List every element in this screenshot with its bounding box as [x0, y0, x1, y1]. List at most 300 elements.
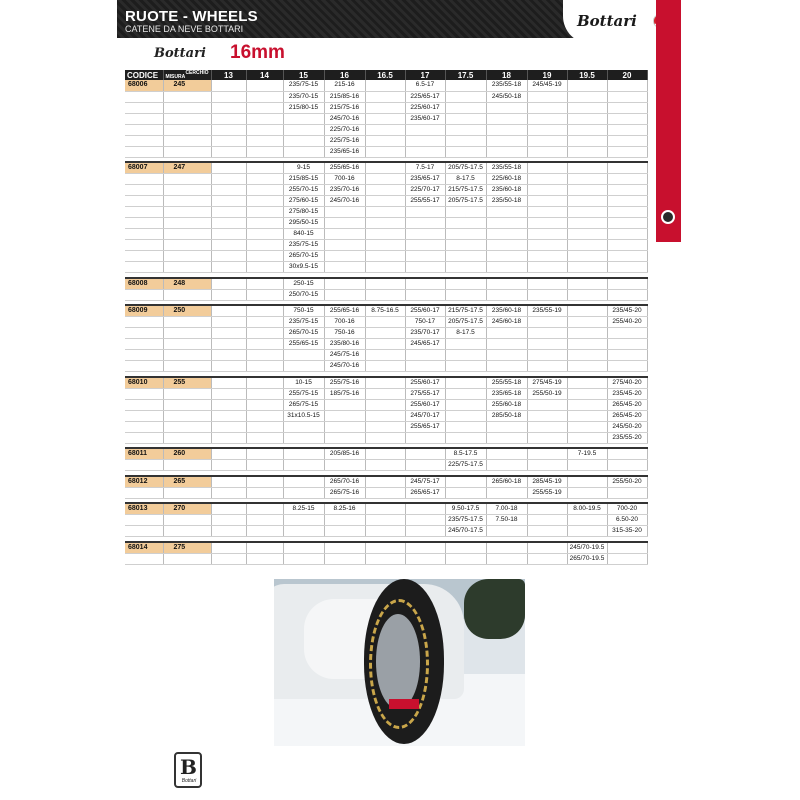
tyre-size-cell — [527, 146, 567, 157]
tyre-size-cell — [486, 124, 527, 135]
tyre-size-cell — [211, 388, 246, 399]
misura-cell — [163, 526, 211, 537]
tyre-size-cell: 225/65-17 — [405, 91, 445, 102]
tyre-size-cell — [567, 80, 607, 91]
code-cell — [125, 135, 163, 146]
tyre-size-cell — [246, 361, 283, 372]
tyre-size-cell — [445, 207, 486, 218]
tyre-size-cell — [324, 251, 365, 262]
tyre-size-cell — [527, 207, 567, 218]
tyre-size-cell: 235/65-17 — [405, 174, 445, 185]
tyre-size-cell: 285/45-19 — [527, 476, 567, 488]
tyre-size-cell — [405, 251, 445, 262]
tyre-size-cell — [405, 289, 445, 300]
table-row — [125, 361, 647, 372]
table-row — [125, 218, 647, 229]
tyre-size-cell: 225/60-17 — [405, 102, 445, 113]
tyre-size-cell — [211, 207, 246, 218]
tyre-size-cell — [246, 102, 283, 113]
misura-cell — [163, 251, 211, 262]
tyre-size-cell: 265/70-15 — [283, 251, 324, 262]
tyre-size-cell — [211, 553, 246, 564]
tyre-size-cell — [527, 515, 567, 526]
misura-cell — [163, 328, 211, 339]
tyre-size-cell — [607, 135, 647, 146]
code-cell — [125, 432, 163, 443]
tyre-size-cell — [567, 135, 607, 146]
misura-cell — [163, 174, 211, 185]
tyre-size-cell — [405, 448, 445, 460]
tyre-size-cell — [527, 361, 567, 372]
tyre-size-cell: 285/50-18 — [486, 410, 527, 421]
misura-cell — [163, 361, 211, 372]
misura-cell: 250 — [163, 305, 211, 317]
tyre-size-cell — [283, 487, 324, 498]
tyre-size-cell: 235/70-15 — [283, 91, 324, 102]
tyre-size-cell — [405, 350, 445, 361]
tyre-size-cell — [324, 410, 365, 421]
tyre-size-cell — [365, 503, 405, 515]
tyre-size-cell: 265/45-20 — [607, 399, 647, 410]
tyre-size-cell: 205/75-17.5 — [445, 196, 486, 207]
tyre-size-cell — [445, 339, 486, 350]
table-row — [125, 476, 647, 488]
tyre-size-cell — [486, 229, 527, 240]
tyre-size-cell — [211, 305, 246, 317]
tyre-size-cell: 235/55-20 — [607, 432, 647, 443]
tyre-size-cell — [607, 278, 647, 290]
tyre-size-cell — [211, 146, 246, 157]
tyre-size-cell — [527, 91, 567, 102]
tyre-size-cell — [486, 278, 527, 290]
tyre-size-cell — [211, 162, 246, 174]
tyre-size-cell: 255/50-19 — [527, 388, 567, 399]
misura-cell: 270 — [163, 503, 211, 515]
tyre-size-cell — [365, 553, 405, 564]
tyre-size-cell — [527, 317, 567, 328]
tyre-size-cell: 205/75-17.5 — [445, 317, 486, 328]
tyre-size-cell — [246, 162, 283, 174]
tyre-size-cell — [211, 262, 246, 273]
tyre-size-cell — [283, 361, 324, 372]
code-cell — [125, 218, 163, 229]
code-cell — [125, 350, 163, 361]
tyre-size-cell — [445, 361, 486, 372]
header-subtitle: CATENE DA NEVE BOTTARI — [125, 24, 244, 34]
tyre-size-cell — [607, 339, 647, 350]
tyre-size-cell — [365, 328, 405, 339]
tyre-size-cell — [405, 240, 445, 251]
tyre-size-cell — [283, 124, 324, 135]
tyre-size-cell — [246, 328, 283, 339]
tyre-size-cell — [445, 229, 486, 240]
tyre-size-cell — [567, 162, 607, 174]
tyre-size-cell — [246, 262, 283, 273]
tyre-size-cell — [246, 124, 283, 135]
table-row — [125, 487, 647, 498]
tyre-size-cell — [324, 542, 365, 554]
tyre-size-cell — [246, 460, 283, 471]
tyre-size-cell — [527, 421, 567, 432]
tyre-size-cell — [486, 240, 527, 251]
tyre-size-cell — [567, 185, 607, 196]
table-row — [125, 542, 647, 554]
tyre-size-cell — [567, 339, 607, 350]
rim-size-header: 17.5 — [445, 70, 486, 80]
tyre-size-cell — [527, 185, 567, 196]
tyre-size-cell — [365, 146, 405, 157]
tyre-size-cell — [567, 317, 607, 328]
code-cell — [125, 317, 163, 328]
code-cell — [125, 196, 163, 207]
table-row — [125, 124, 647, 135]
tyre-size-cell: 8.25-16 — [324, 503, 365, 515]
tyre-size-cell — [211, 448, 246, 460]
tyre-size-cell: 245/65-17 — [405, 339, 445, 350]
tyre-size-cell — [405, 553, 445, 564]
tyre-size-cell — [283, 113, 324, 124]
tyre-size-cell — [365, 289, 405, 300]
code-cell — [125, 421, 163, 432]
tyre-size-cell — [527, 410, 567, 421]
tyre-size-cell — [527, 542, 567, 554]
tyre-size-cell: 205/75-17.5 — [445, 162, 486, 174]
tyre-size-cell — [365, 229, 405, 240]
tyre-size-cell — [445, 102, 486, 113]
tyre-size-cell — [486, 460, 527, 471]
tyre-size-cell — [445, 289, 486, 300]
tyre-size-cell — [365, 432, 405, 443]
tyre-size-cell — [445, 278, 486, 290]
tyre-size-cell — [607, 251, 647, 262]
code-cell — [125, 174, 163, 185]
misura-cell — [163, 388, 211, 399]
tyre-size-cell — [527, 503, 567, 515]
rim-size-header: 15 — [283, 70, 324, 80]
tyre-size-cell — [567, 196, 607, 207]
tyre-size-cell — [527, 432, 567, 443]
tyre-size-cell: 255/65-17 — [405, 421, 445, 432]
tyre-size-cell: 235/65-18 — [486, 388, 527, 399]
table-row — [125, 432, 647, 443]
tyre-size-cell — [607, 146, 647, 157]
tyre-size-cell — [365, 460, 405, 471]
tyre-size-cell: 235/75-15 — [283, 317, 324, 328]
tyre-size-cell — [324, 229, 365, 240]
table-body — [125, 80, 647, 564]
tyre-size-cell — [246, 196, 283, 207]
tyre-size-cell: 235/55-18 — [486, 80, 527, 91]
tyre-size-cell — [607, 80, 647, 91]
tyre-size-cell — [527, 162, 567, 174]
misura-cell: 260 — [163, 448, 211, 460]
tyre-size-cell — [246, 146, 283, 157]
tyre-size-cell: 245/70-19.5 — [567, 542, 607, 554]
tyre-size-cell — [486, 251, 527, 262]
tyre-size-cell — [405, 135, 445, 146]
tyre-size-cell — [607, 113, 647, 124]
table-row — [125, 196, 647, 207]
tyre-size-cell — [246, 185, 283, 196]
tyre-size-cell — [283, 146, 324, 157]
tyre-size-cell — [527, 251, 567, 262]
tyre-size-cell — [527, 339, 567, 350]
misura-cell — [163, 102, 211, 113]
table-row — [125, 350, 647, 361]
code-cell — [125, 460, 163, 471]
tyre-size-cell — [445, 135, 486, 146]
header-title: RUOTE - WHEELS — [125, 8, 258, 25]
tyre-size-cell: 315-35-20 — [607, 526, 647, 537]
tyre-size-cell: 8-17.5 — [445, 174, 486, 185]
tyre-size-cell: 215/75-17.5 — [445, 305, 486, 317]
tyre-size-cell — [365, 162, 405, 174]
misura-cell — [163, 350, 211, 361]
tyre-size-cell — [246, 305, 283, 317]
table-row — [125, 278, 647, 290]
misura-cell — [163, 553, 211, 564]
tyre-size-cell — [365, 113, 405, 124]
misura-cell — [163, 124, 211, 135]
tyre-size-cell: 235/45-20 — [607, 305, 647, 317]
tyre-size-cell: 245/50-20 — [607, 421, 647, 432]
compatibility-table — [125, 70, 648, 565]
code-cell: 68013 — [125, 503, 163, 515]
tyre-size-cell: 8.75-16.5 — [365, 305, 405, 317]
tyre-size-cell — [365, 262, 405, 273]
misura-cell — [163, 399, 211, 410]
tyre-size-cell — [445, 388, 486, 399]
tyre-size-cell — [405, 262, 445, 273]
tyre-size-cell — [211, 515, 246, 526]
misura-cell — [163, 487, 211, 498]
tyre-size-cell: 215/75-16 — [324, 102, 365, 113]
tyre-size-cell: 275/45-19 — [527, 377, 567, 389]
tyre-size-cell — [445, 218, 486, 229]
tyre-size-cell — [324, 399, 365, 410]
tyre-size-cell: 255/65-15 — [283, 339, 324, 350]
tyre-size-cell — [246, 421, 283, 432]
tyre-size-cell — [405, 432, 445, 443]
tyre-size-cell: 245/75-17 — [405, 476, 445, 488]
tyre-size-cell — [607, 91, 647, 102]
tyre-size-cell — [211, 317, 246, 328]
table-row — [125, 185, 647, 196]
tyre-size-cell: 235/60-18 — [486, 185, 527, 196]
tyre-size-cell: 750-15 — [283, 305, 324, 317]
tyre-size-cell — [486, 262, 527, 273]
table-row — [125, 91, 647, 102]
tyre-size-cell: 235/60-17 — [405, 113, 445, 124]
tyre-size-cell — [365, 388, 405, 399]
tyre-size-cell — [486, 432, 527, 443]
tyre-size-cell — [283, 432, 324, 443]
code-cell — [125, 515, 163, 526]
tyre-size-cell: 6.50-20 — [607, 515, 647, 526]
tyre-size-cell — [486, 218, 527, 229]
tyre-size-cell — [527, 240, 567, 251]
tyre-size-cell: 275/40-20 — [607, 377, 647, 389]
tyre-size-cell — [445, 262, 486, 273]
misura-cell — [163, 421, 211, 432]
tyre-size-cell: 265/45-20 — [607, 410, 647, 421]
tyre-size-cell — [283, 460, 324, 471]
footer-logo-text: Bottari — [181, 778, 197, 784]
tyre-size-cell — [246, 218, 283, 229]
tyre-size-cell: 265/70-16 — [324, 476, 365, 488]
tyre-size-cell — [246, 542, 283, 554]
tyre-size-cell — [567, 124, 607, 135]
tyre-size-cell — [567, 377, 607, 389]
tyre-size-cell — [486, 135, 527, 146]
tyre-size-cell — [365, 339, 405, 350]
tyre-size-cell: 7.00-18 — [486, 503, 527, 515]
tyre-size-cell — [246, 399, 283, 410]
tyre-size-cell — [527, 196, 567, 207]
tyre-size-cell: 295/50-15 — [283, 218, 324, 229]
tyre-size-cell — [486, 102, 527, 113]
tyre-size-cell — [283, 542, 324, 554]
tyre-size-cell: 215/75-17.5 — [445, 185, 486, 196]
misura-cell: 248 — [163, 278, 211, 290]
tyre-size-cell: 6.5-17 — [405, 80, 445, 91]
tyre-size-cell — [567, 113, 607, 124]
code-cell: 68014 — [125, 542, 163, 554]
page-header — [117, 0, 681, 38]
tyre-size-cell — [445, 421, 486, 432]
tyre-size-cell: 8.5-17.5 — [445, 448, 486, 460]
tyre-size-cell — [607, 487, 647, 498]
tyre-size-cell — [365, 410, 405, 421]
rim-size-header: 18 — [486, 70, 527, 80]
tyre-size-cell — [283, 421, 324, 432]
tyre-size-cell: 7.50-18 — [486, 515, 527, 526]
misura-cell: 275 — [163, 542, 211, 554]
table-row — [125, 207, 647, 218]
table-row — [125, 135, 647, 146]
tyre-size-cell — [527, 460, 567, 471]
tyre-size-cell: 265/75-16 — [324, 487, 365, 498]
tyre-size-cell — [527, 526, 567, 537]
tyre-size-cell — [486, 113, 527, 124]
rim-size-header: 16 — [324, 70, 365, 80]
tyre-size-cell — [486, 146, 527, 157]
table-row — [125, 515, 647, 526]
tyre-size-cell — [607, 124, 647, 135]
misura-cell — [163, 91, 211, 102]
tyre-size-cell: 255/55-19 — [527, 487, 567, 498]
code-cell: 68010 — [125, 377, 163, 389]
misura-cell — [163, 196, 211, 207]
tyre-size-cell — [527, 135, 567, 146]
tyre-size-cell — [607, 185, 647, 196]
tyre-size-cell — [211, 102, 246, 113]
code-cell — [125, 102, 163, 113]
misura-cell — [163, 185, 211, 196]
tyre-size-cell: 235/70-17 — [405, 328, 445, 339]
tyre-size-cell — [567, 487, 607, 498]
table-row — [125, 399, 647, 410]
tyre-size-cell: 245/75-16 — [324, 350, 365, 361]
tyre-size-cell — [405, 526, 445, 537]
tyre-size-cell: 255/40-20 — [607, 317, 647, 328]
tyre-size-cell — [567, 262, 607, 273]
table-row — [125, 113, 647, 124]
tyre-size-cell: 245/50-18 — [486, 91, 527, 102]
table-row — [125, 388, 647, 399]
footer-logo-mark: B — [180, 755, 197, 779]
tyre-size-cell: 235/45-20 — [607, 388, 647, 399]
misura-cell — [163, 432, 211, 443]
tyre-size-cell — [607, 207, 647, 218]
misura-cell — [163, 317, 211, 328]
tyre-size-cell — [324, 289, 365, 300]
tyre-size-cell — [486, 339, 527, 350]
tyre-size-cell — [445, 476, 486, 488]
tyre-size-cell: 235/55-18 — [486, 162, 527, 174]
table-row — [125, 410, 647, 421]
tyre-size-cell — [246, 553, 283, 564]
tyre-size-cell — [567, 432, 607, 443]
tyre-size-cell — [486, 542, 527, 554]
tyre-size-cell — [527, 229, 567, 240]
tyre-size-cell — [365, 448, 405, 460]
tyre-size-cell — [324, 460, 365, 471]
tyre-size-cell: 700-20 — [607, 503, 647, 515]
code-cell — [125, 229, 163, 240]
tyre-size-cell — [283, 553, 324, 564]
table-row — [125, 102, 647, 113]
tyre-size-cell — [527, 350, 567, 361]
tyre-size-cell: 245/70-16 — [324, 113, 365, 124]
tyre-size-cell — [324, 278, 365, 290]
tyre-size-cell: 255/50-20 — [607, 476, 647, 488]
tyre-size-cell — [445, 80, 486, 91]
tyre-size-cell — [405, 146, 445, 157]
rim-size-header: 16.5 — [365, 70, 405, 80]
photo-chain-tensioner — [389, 699, 419, 709]
tyre-size-cell — [607, 361, 647, 372]
code-cell — [125, 251, 163, 262]
tyre-size-cell — [567, 229, 607, 240]
tyre-size-cell: 255/55-18 — [486, 377, 527, 389]
misura-cell — [163, 515, 211, 526]
tyre-size-cell — [246, 317, 283, 328]
tyre-size-cell — [445, 487, 486, 498]
tyre-size-cell: 255/65-16 — [324, 305, 365, 317]
tyre-size-cell — [445, 91, 486, 102]
code-cell — [125, 207, 163, 218]
code-cell — [125, 113, 163, 124]
tyre-size-cell — [607, 229, 647, 240]
code-cell — [125, 361, 163, 372]
code-cell — [125, 240, 163, 251]
tyre-size-cell: 265/75-15 — [283, 399, 324, 410]
tyre-size-cell — [527, 218, 567, 229]
tyre-size-cell — [486, 289, 527, 300]
table-row — [125, 251, 647, 262]
tyre-size-cell — [567, 146, 607, 157]
tyre-size-cell — [211, 289, 246, 300]
tyre-size-cell: 7-19.5 — [567, 448, 607, 460]
misura-cell — [163, 262, 211, 273]
table-row — [125, 174, 647, 185]
misura-cell: 245 — [163, 80, 211, 91]
tyre-size-cell: 9-15 — [283, 162, 324, 174]
tyre-size-cell — [211, 251, 246, 262]
tyre-size-cell: 225/60-18 — [486, 174, 527, 185]
tyre-size-cell — [567, 218, 607, 229]
